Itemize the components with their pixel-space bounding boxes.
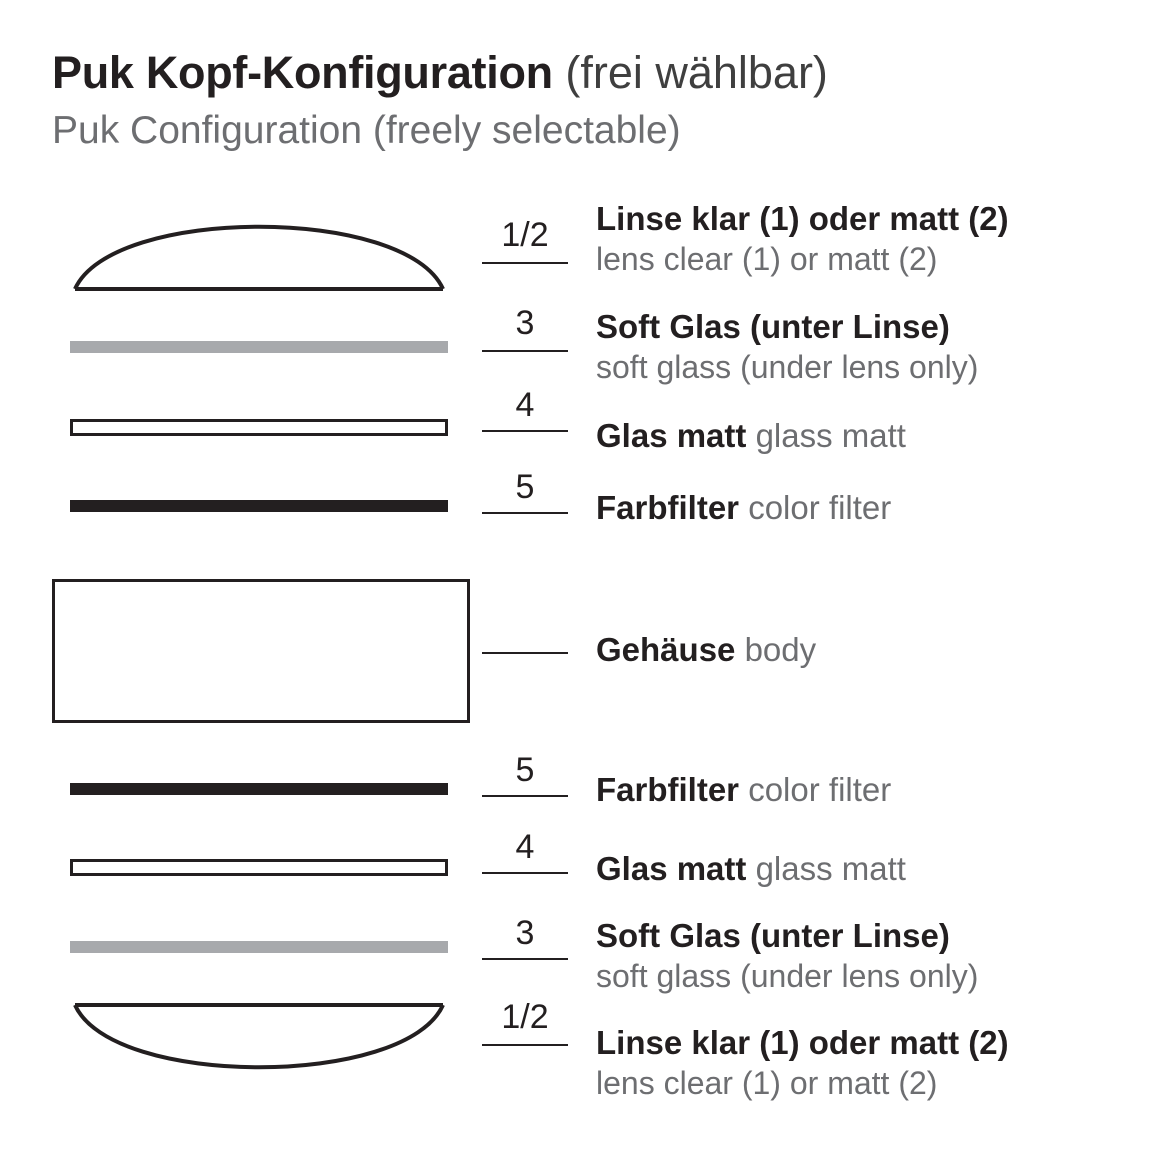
callout-rule-lens-bottom (482, 1044, 568, 1046)
glass-matt-bar-top (70, 419, 448, 436)
label-body (596, 629, 1141, 670)
soft-glass-bar-bottom (70, 941, 448, 953)
label-lens-top (596, 198, 1141, 279)
label-color-filter-bottom-de (596, 769, 1141, 810)
label-body-de-text: Gehäuse (596, 631, 736, 668)
callout-rule-glassmatt-top (482, 430, 568, 432)
label-color-filter-bottom-de-text: Farbfilter (596, 771, 740, 808)
title-german-main: Puk Kopf-Konfiguration (52, 47, 553, 98)
label-glass-matt-top-en-text: glass matt (755, 417, 906, 454)
callout-rule-soft-top (482, 350, 568, 352)
label-glass-matt-top (596, 415, 1141, 456)
glass-matt-bar-bottom (70, 859, 448, 876)
label-color-filter-bottom (596, 769, 1141, 810)
callout-rule-filter-top (482, 512, 568, 514)
soft-glass-bar-top (70, 341, 448, 353)
title-german-sub: (frei wählbar) (565, 47, 828, 98)
label-soft-glass-top (596, 306, 1141, 387)
callout-rule-glassmatt-bottom (482, 872, 568, 874)
callout-number-filter-bottom: 5 (515, 751, 535, 789)
color-filter-bar-top (70, 500, 448, 512)
label-lens-bottom-en: lens clear (1) or matt (2) (596, 1065, 938, 1101)
label-glass-matt-bottom (596, 848, 1141, 889)
label-soft-glass-top-en: soft glass (under lens only) (596, 349, 979, 385)
callout-number-soft-top: 3 (515, 304, 535, 342)
label-lens-top-de: Linse klar (1) oder matt (2) (596, 200, 1009, 237)
lens-convex-down-shape (72, 1002, 446, 1094)
label-color-filter-top-en-text: color filter (748, 489, 892, 526)
callout-number-glassmatt-bottom: 4 (515, 828, 535, 866)
callout-rule-filter-bottom (482, 795, 568, 797)
callout-number-filter-top: 5 (515, 468, 535, 506)
label-color-filter-top-de-text: Farbfilter (596, 489, 740, 526)
label-lens-bottom-de: Linse klar (1) oder matt (2) (596, 1024, 1009, 1061)
label-soft-glass-top-de: Soft Glas (unter Linse) (596, 308, 950, 345)
label-soft-glass-bottom (596, 915, 1141, 996)
callout-number-glassmatt-top: 4 (515, 386, 535, 424)
color-filter-bar-bottom (70, 783, 448, 795)
title-english: Puk Configuration (freely selectable) (52, 109, 681, 152)
callout-rule-soft-bottom (482, 958, 568, 960)
lens-convex-up-shape (72, 200, 446, 292)
callout-number-lens-top: 1/2 (501, 216, 549, 254)
label-color-filter-top-de (596, 487, 1141, 528)
label-glass-matt-top-de (596, 415, 1141, 456)
label-color-filter-bottom-en-text: color filter (748, 771, 892, 808)
label-glass-matt-top-de-text: Glas matt (596, 417, 747, 454)
callout-rule-body (482, 652, 568, 654)
label-body-de (596, 629, 1141, 670)
callout-rule-lens-top (482, 262, 568, 264)
label-glass-matt-bottom-de-text: Glas matt (596, 850, 747, 887)
label-lens-top-en: lens clear (1) or matt (2) (596, 241, 938, 277)
label-lens-bottom (596, 1022, 1141, 1103)
label-soft-glass-bottom-en: soft glass (under lens only) (596, 958, 979, 994)
label-body-en-text: body (744, 631, 817, 668)
label-color-filter-top (596, 487, 1141, 528)
label-glass-matt-bottom-en-text: glass matt (755, 850, 906, 887)
label-glass-matt-bottom-de (596, 848, 1141, 889)
label-soft-glass-bottom-de: Soft Glas (unter Linse) (596, 917, 950, 954)
callout-number-soft-bottom: 3 (515, 914, 535, 952)
body-housing-shape (52, 579, 470, 723)
callout-number-lens-bottom: 1/2 (501, 998, 549, 1036)
